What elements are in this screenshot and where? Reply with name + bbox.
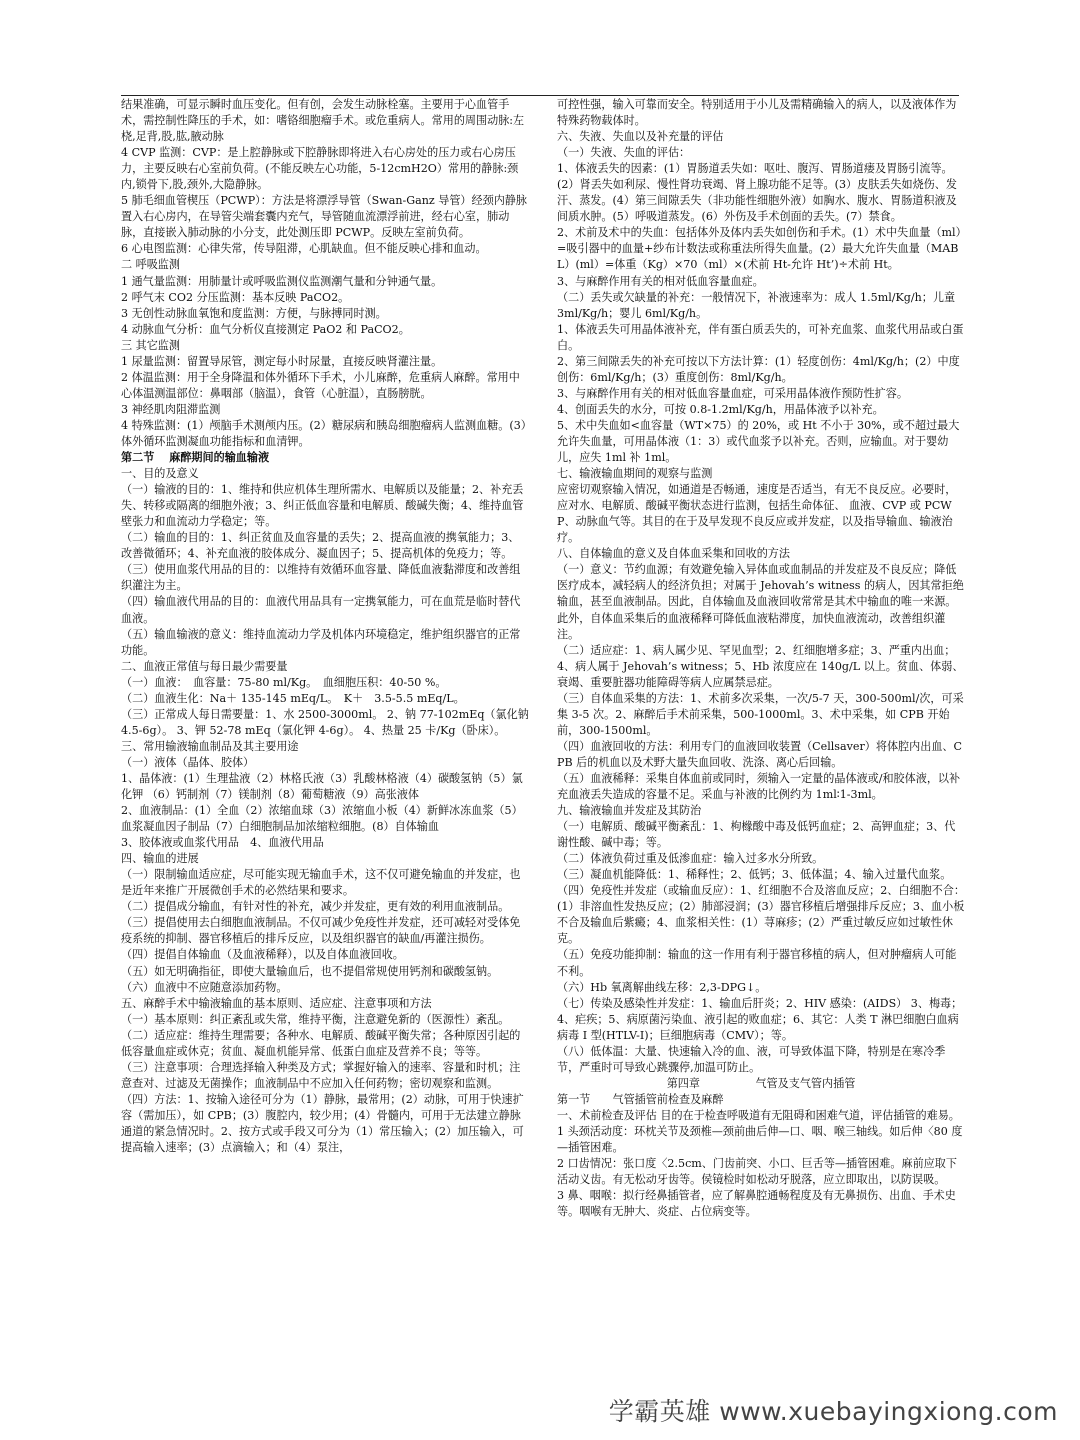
paragraph: （六）Hb 氧离解曲线左移：2,3-DPG↓。 — [557, 980, 767, 994]
section-heading: 第四章 气管及支气管内插管 — [666, 1076, 856, 1090]
paragraph: （一）电解质、酸碱平衡紊乱：1、枸橼酸中毒及低钙血症；2、高钾血症；3、代谢性酸、碱中毒；等。 — [557, 820, 956, 850]
paragraph: （四）输血液代用品的目的：血液代用品具有一定携氧能力，可在血荒是临时替代血液。 — [121, 595, 521, 625]
paragraph: 3、与麻醉作用有关的相对低血容量血症。 — [557, 274, 764, 288]
paragraph: 三 其它监测 — [121, 338, 180, 352]
paragraph: 6 心电图监测：心律失常，传导阻滞，心肌缺血。但不能反映心排和血动。 — [121, 242, 487, 256]
paragraph: （三）正常成人每日需要量：1、水 2500-3000ml。 2、钠 77-102mEq（氯化钠 4.5-6g）。 3、钾 52-78 mEq（氯化钾 4-6g）。 4、热量 25 卡/Kg（卧床）。 — [121, 707, 529, 737]
paragraph: （八）低体温：大量、快速输入冷的血、液，可导致体温下降，特别是在寒冷季节，严重时可导致心跳骤停,加温可防止。 — [557, 1044, 946, 1074]
paragraph: 4 特殊监测：(1）颅脑手术测颅内压。(2）糖尿病和胰岛细胞瘤病人监测血糖。(3）体外循环监测凝血功能指标和血清钾。 — [121, 418, 527, 448]
paragraph: 应密切观察输入情况，如通道是否畅通，速度是否适当，有无不良反应。必要时，应对水、电解质、酸碱平衡状态进行监测，包括生命体征、 血液、CVP 或 PCWP、动脉血气等。其目的在于及早发现不良反应或并发症，以及指导输血、输液治疗。 — [557, 483, 957, 545]
paragraph: （一）液体（晶体、胶体） — [121, 755, 255, 769]
paragraph: （七）传染及感染性并发症：1、输血后肝炎；2、HIV 感染：(AIDS） 3、梅毒；4、疟疾；5、病原菌污染血、液引起的败血症；6、其它：人类 T 淋巴细胞白血病病毒 I 型(HTLV-I)；巨细胞病毒（CMV）；等。 — [557, 996, 963, 1042]
paragraph: （一）基本原则：纠正紊乱或失常，维持平衡，注意避免新的（医源性）紊乱。 — [121, 1012, 510, 1026]
paragraph: 2、术前及术中的失血：包括体外及体内丢失如创伤和手术。(1）术中失血量（ml）=吸引器中的血量+纱布计数法或称重法所得失血量。(2）最大允许失血量（MABL）(ml）=体重（Kg）×70（ml）×(术前 Ht-允许 Ht’)÷术前 Ht。 — [557, 226, 962, 272]
paragraph: 3、胶体液或血浆代用品 4、血液代用品 — [121, 836, 324, 850]
paragraph: 2 体温监测：用于全身降温和体外循环下手术，小儿麻醉，危重病人麻醉。常用中心体温测温部位：鼻咽部（脑温），食管（心脏温），直肠膀胱。 — [121, 370, 520, 400]
paragraph: 一、目的及意义 — [121, 467, 199, 481]
paragraph: （五）输血输液的意义：维持血流动力学及机体内环境稳定，维护组织器官的正常功能。 — [121, 627, 521, 657]
paragraph: （二）提倡成分输血，有针对性的补充，减少并发症，更有效的利用血液制品。 — [121, 900, 510, 914]
paragraph: （三）自体血采集的方法：1、术前多次采集，一次/5-7 天，300-500ml/次，可采集 3-5 次。2、麻醉后手术前采集，500-1000ml。3、术中采集，如 CPB 开始前，300-1500ml。 — [557, 691, 964, 737]
paragraph: 三、常用输液输血制品及其主要用途 — [121, 739, 299, 753]
paragraph: （五）免疫功能抑制：输血的这一作用有利于器官移植的病人，但对肿瘤病人可能不利。 — [557, 948, 957, 978]
paragraph: 5、术中失血如<血容量（WT×75）的 20%，或 Ht 不小于 30%，或不超过最大允许失血量，可用晶体液（1：3）或代血浆予以补充。否则，应输血。对于婴幼儿，应失 1ml 补 1ml。 — [557, 418, 960, 465]
paragraph: （二）血液生化：Na＋ 135-145 mEq/L。 K＋ 3.5-5.5 mEq/L。 — [121, 691, 465, 705]
paragraph: （五）血液稀释：采集自体血前或同时，须输入一定量的晶体液或/和胶体液，以补充血液丢失造成的容量不足。采血与补液的比例约为 1ml∶1-3ml。 — [557, 771, 961, 802]
paragraph: 八、自体输血的意义及自体血采集和回收的方法 — [557, 547, 790, 561]
paragraph: （六）血液中不应随意添加药物。 — [121, 980, 288, 994]
paragraph: （四）方法：1、按输入途径可分为（1）静脉，最常用；(2）动脉，可用于快速扩容（需加压），如 CPB；(3）腹腔内，较少用；(4）骨髓内，可用于无法建立静脉通道的紧急情况时。2、按方式或手段又可分为（1）常压输入；(2）加压输入，可提高输入速率；(3）点滴输入；和（4）泵注， — [121, 1092, 524, 1155]
paragraph: 3 无创性动脉血氧饱和度监测：方便，与脉搏同时测。 — [121, 306, 387, 320]
paragraph: （四）血液回收的方法：利用专门的血液回收装置（Cellsaver）将体腔内出血、CPB 后的机血以及术野大量失血回收、洗涤、离心后回输。 — [557, 739, 962, 769]
paragraph: 可控性强，输入可靠而安全。特别适用于小儿及需精确输入的病人，以及液体作为特殊药物载体时。 — [557, 98, 957, 128]
paragraph: 4、创面丢失的水分，可按 0.8-1.2ml/Kg/h，用晶体液予以补充。 — [557, 402, 884, 416]
paragraph: （二）体液负荷过重及低渗血症：输入过多水分所致。 — [557, 852, 824, 866]
paragraph: 3 神经肌肉阻滞监测 — [121, 402, 221, 416]
paragraph: 五、麻醉手术中输液输血的基本原则、适应症、注意事项和方法 — [121, 996, 432, 1010]
paragraph: 2、血液制品：(1）全血（2）浓缩血球（3）浓缩血小板（4）新鲜冰冻血浆（5）血浆凝血因子制品（7）白细胞制品加浓缩粒细胞。(8）自体输血 — [121, 804, 523, 834]
paragraph: 二、血液正常值与每日最少需要量 — [121, 659, 288, 673]
paragraph: 1、晶体液：(1）生理盐液（2）林格氏液（3）乳酸林格液（4）碳酸氢钠（5）氯化钾 （6）钙制剂（7）镁制剂（8）葡萄糖液（9）高张液体 — [121, 771, 523, 802]
paragraph: 3、与麻醉作用有关的相对低血容量血症，可采用晶体液作预防性扩容。 — [557, 386, 908, 400]
paragraph: 2 口齿情况：张口度〈2.5cm、门齿前突、小口、巨舌等—插管困难。麻前应取下活动义齿。有无松动牙齿等。侯镜检时如松动牙脱落，应立即取出，以防误吸。 — [557, 1157, 957, 1187]
paragraph: 1、体液丢失可用晶体液补充，伴有蛋白质丢失的，可补充血浆、血浆代用品或白蛋白。 — [557, 322, 964, 352]
paragraph: （三）提倡使用去白细胞血液制品。不仅可减少免疫性并发症，还可减轻对受体免疫系统的抑制、器官移植后的排斥反应，以及组织器官的缺血/再灌注损伤。 — [121, 916, 521, 946]
paragraph: 九、输液输血并发症及其防治 — [557, 804, 702, 818]
paragraph: 二 呼吸监测 — [121, 258, 180, 272]
paragraph: （四）免疫性并发症（或输血反应）：1、红细胞不合及溶血反应；2、白细胞不合：(1）非溶血性发热反应；(2）肺部浸润；(3）器官移植后增强排斥反应；3、血小板不合及输血后紫癜；4、血浆相关性：(1）荨麻疹；(2）严重过敏反应如过敏性休克。 — [557, 884, 965, 946]
paragraph: 四、输血的进展 — [121, 852, 199, 866]
paragraph: 3 鼻、咽喉：拟行经鼻插管者，应了解鼻腔通畅程度及有无鼻损伤、出血、手术史等。咽喉有无肿大、炎症、占位病变等。 — [557, 1189, 956, 1219]
right-column — [557, 97, 965, 1220]
paragraph: （二）输血的目的：1、纠正贫血及血容量的丢失；2、提高血液的携氧能力；3、改善微循环；4、补充血液的胶体成分、凝血因子；5、提高机体的免疫力；等。 — [121, 531, 520, 561]
paragraph: 1 尿量监测：留置导尿管，测定每小时尿量，直接反映肾灌注量。 — [121, 354, 443, 368]
paragraph: 4 CVP 监测：CVP：是上腔静脉或下腔静脉即将进入右心房处的压力或右心房压力，主要反映右心室前负荷。(不能反映左心功能，5-12cmH2O）常用的静脉:颈内,锁骨下,股,颈外,大隐静脉。 — [121, 146, 519, 192]
paragraph: 结果准确，可显示瞬时血压变化。但有创，会发生动脉栓塞。主要用于心血管手术，需控制性降压的手术，如：嗜铬细胞瘤手术。或危重病人。常用的周围动脉:左桡,足背,股,肱,腋动脉 — [121, 98, 525, 144]
paragraph: （二）丢失或欠缺量的补充：一般情况下，补液速率为：成人 1.5ml/Kg/h；儿童 3ml/Kg/h；婴儿 6ml/Kg/h。 — [557, 290, 956, 320]
paragraph: （一）意义：节约血源；有效避免输入异体血或血制品的并发症及不良反应；降低医疗成本，减轻病人的经济负担；对属于 Jehovah’s witness 的病人，因其常拒绝输血，甚至血液制品。因此，自体输血及血液回收常常是其术中输血的唯一来源。此外，自体血采集后的血液稀释可降低血液粘滞度，加快血液流动，改善组织灌注。 — [557, 563, 964, 641]
paragraph: 1、体液丢失的因素：(1）胃肠道丢失如：呕吐、腹泻、胃肠道瘘及胃肠引流等。(2）肾丢失如利尿、慢性肾功衰竭、肾上腺功能不足等。(3）皮肤丢失如烧伤、发汗、蒸发。(4）第三间隙丢失（非功能性细胞外液）如胸水、腹水、胃肠道积液及间质水肿。(5）呼吸道蒸发。(6）外伤及手术创面的丢失。(7）禁食。 — [557, 162, 957, 224]
paragraph: 一、术前检查及评估 目的在于检查呼吸道有无阻碍和困难气道，评估插管的难易。 — [557, 1108, 960, 1122]
paragraph: （三）使用血浆代用品的目的：以维持有效循环血容量、降低血液黏滞度和改善组织灌注为主。 — [121, 563, 521, 593]
paragraph: （一）血液： 血容量：75-80 ml/Kg。 血细胞压积：40-50 %。 — [121, 675, 447, 689]
header-rule — [121, 95, 959, 96]
paragraph: （三）注意事项：合理选择输入种类及方式；掌握好输入的速率、容量和时机；注意查对、过滤及无菌操作；血液制品中不应加入任何药物；密切观察和监测。 — [121, 1060, 521, 1090]
paragraph: （二）适应症：维持生理需要；各种水、电解质、酸碱平衡失常；各种原因引起的低容量血症或休克；贫血、凝血机能异常、低蛋白血症及营养不良；等等。 — [121, 1028, 521, 1058]
paragraph: 4 动脉血气分析：血气分析仪直接测定 PaO2 和 PaCO2。 — [121, 322, 410, 336]
paragraph: （一）限制输血适应症，尽可能实现无输血手术，这不仅可避免输血的并发症，也是近年来推广开展微创手术的必然结果和要求。 — [121, 868, 521, 898]
paragraph: 2 呼气末 CO2 分压监测：基本反映 PaCO2。 — [121, 290, 350, 304]
paragraph: 六、失液、失血以及补充量的评估 — [557, 130, 724, 144]
paragraph: 1 通气量监测：用肺量计或呼吸监测仪监测潮气量和分钟通气量。 — [121, 274, 443, 288]
paragraph: 七、输液输血期间的观察与监测 — [557, 467, 713, 481]
paragraph: 2、第三间隙丢失的补充可按以下方法计算：(1）轻度创伤：4ml/Kg/h；(2）中度创伤：6ml/Kg/h；(3）重度创伤：8ml/Kg/h。 — [557, 354, 960, 384]
paragraph: 1 头颈活动度：环枕关节及颈椎—颈前曲后伸—口、咽、喉三轴线。如后伸〈80 度—插管困难。 — [557, 1125, 963, 1155]
paragraph: 第一节 气管插管前检查及麻醉 — [557, 1092, 724, 1106]
paragraph: （四）提倡自体输血（及血液稀释），以及自体血液回收。 — [121, 948, 404, 962]
paragraph: 5 肺毛细血管楔压（PCWP）：方法是将漂浮导管（Swan-Ganz 导管）经颈内静脉置入右心房内，在导管尖端套囊内充气，导管随血流漂浮前进，经右心室，肺动脉，直接嵌入肺动脉的小分支，此处测压即 PCWP。反映左室前负荷。 — [121, 194, 527, 240]
paragraph: （五）如无明确指征，即使大量输血后，也不提倡常规使用钙剂和碳酸氢钠。 — [121, 964, 499, 978]
paragraph: （三）凝血机能降低：1、稀释性；2、低钙；3、低体温；4、输入过量代血浆。 — [557, 868, 952, 882]
left-column — [121, 97, 529, 1156]
section-heading: 第二节 麻醉期间的输血输液 — [121, 451, 270, 465]
paragraph: （二）适应症：1、病人属少见、罕见血型；2、红细胞增多症；3、严重内出血；4、病人属于 Jehovah’s witness；5、Hb 浓度应在 140g/L 以上。贫血、体弱、衰竭、重要脏器功能障碍等病人应属禁忌症。 — [557, 643, 964, 689]
paragraph: （一）输液的目的：1、维持和供应机体生理所需水、电解质以及能量；2、补充丢失、转移或隔离的细胞外液；3、纠正低血容量和电解质、酸碱失衡；4、维持血管壁张力和血流动力学稳定；等。 — [121, 483, 524, 529]
paragraph: （一）失液、失血的评估： — [557, 146, 691, 160]
footer-watermark: 学霸英雄 www.xuebayingxiong.com — [608, 1397, 1058, 1426]
